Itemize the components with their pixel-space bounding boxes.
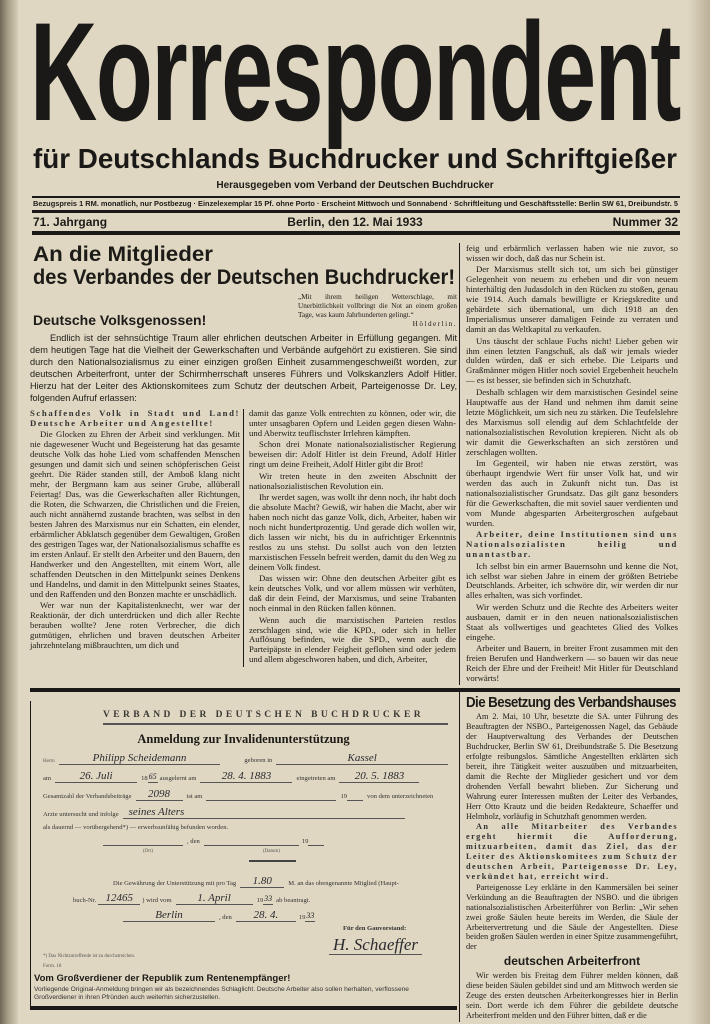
masthead-subtitle: für Deutschlands Buchdrucker und Schriftgießer <box>33 143 677 174</box>
field-birthdate: 26. Juli <box>55 771 137 783</box>
besetzung-headline-text: Die Besetzung des Verbandshauses <box>466 695 676 712</box>
intro-paragraph: Endlich ist der sehnsüchtige Traum aller ehrlichen deutschen Arbeiter in Erfüllung gegangen. Mit dem heutigen Tage hat die Vielheit der Gewerkschaften und Verbände aufgehört zu existieren. Sie sind durch den Nationalsozialismus zu einer einzigen großen Einheit zusammengeschweißt worden, zur deutschen Arbeiterfront, unter der Schirmherrschaft unseres Führers und Volkskanzlers Adolf Hitler. Hierzu hat der Leiter des Aktionskomitees zum Schutz der deutschen Arbeit, Parteigenosse Dr. Ley, folgenden Aufruf erlassen: <box>30 333 457 403</box>
field-start-year: 33 <box>264 894 273 904</box>
field-year: 33 <box>306 911 315 921</box>
field-birthplace: Kassel <box>276 753 448 765</box>
form-column <box>30 701 457 1010</box>
divider <box>103 723 448 725</box>
besetzung-headline <box>466 694 678 712</box>
label: am <box>43 775 52 783</box>
paragraph: Im Gegenteil, wir haben nie etwas zerstört, was überhaupt irgendwie Wert für unser Volk hat, und wir werden das auch in Zukunft nicht tun. Das ist nationalsozialistischer Grundsatz. Das gilt ganz besonders für die Gewerkschaften, die mit soviel sauer verdienten und vom Munde abgesparten Arbeitergroschen aufgebaut wurden. <box>466 458 678 528</box>
signature: H. Schaeffer <box>329 935 422 955</box>
paragraph: Schaffendes Volk in Stadt und Land! Deutsche Arbeiter und Angestellte! <box>30 408 240 428</box>
label: 19 <box>301 838 309 846</box>
paragraph: Am 2. Mai, 10 Uhr, besetzte die SA. unter Führung des Beauftragten der NSBO., Parteigenossen Nagel, das Gebäude der Hauptverwaltung des Verbandes der Deutschen Buchdrucker, Berlin SW 61, Dreibundstraße 5. Die Besetzung erfolgte reibungslos. Sämtliche Angestellten erklärten sich bereit, ihre Tätigkeit weiter auszuüben und mitzuarbeiten, damit die Rechte der Mitglieder gesichert und vor dem drohenden Verfall bewahrt blieben. Zur Sicherung und Wahrung eurer Interessen mußten der Leiter des Verbandes, Herr Otto Krautz und die beiden Redakteure, Schaeffer und Helmholz, vorläufig in Schutzhaft genommen werden. <box>466 712 678 821</box>
besetzung-continuation <box>466 971 678 1021</box>
label: ausgelernt am <box>159 775 197 783</box>
lead-columns <box>30 409 457 667</box>
paragraph: feig und erbärmlich verlassen haben wie nie zuvor, so wissen wir doch, daß das nur Schein ist. <box>466 243 678 263</box>
label: Die Gewährung der Unterstützung mit pro Tag <box>113 880 237 888</box>
label: Herrn <box>43 759 55 765</box>
masthead-title: Korrespondent <box>30 0 680 150</box>
label: ) wird vom <box>142 897 172 905</box>
headline-line-1: An die Mitglieder <box>33 242 213 266</box>
label: , den <box>187 838 200 846</box>
label: ist am <box>186 793 203 801</box>
label: (Ort) <box>143 849 153 855</box>
divider <box>32 231 680 235</box>
label: , den <box>219 914 232 922</box>
form-number: Form. 18 <box>43 964 62 970</box>
lead-intro <box>30 332 457 404</box>
paragraph: Wir werden bis Freitag dem Führer melden können, daß diese beiden Säulen gebildet sind und am Mittwoch werden sie Zeuge des ersten deutschen Arbeiterkongresses hier in Berlin sein. Dort werde ich dem Führer die gebildete deutsche Arbeiterfront melden und den Führer bitten, daß er die <box>466 971 678 1020</box>
lead-headline <box>33 243 457 289</box>
page-edge-shadow <box>688 0 710 1024</box>
paragraph: Der Marxismus stellt sich tot, um sich bei günstiger Gelegenheit von neuem zu erheben und dir von neuem hinterhältig den Judasdolch in den Rücken zu stoßen, genau wie 1914. Auch damals bewilligte er Kriegskredite und gebärdete sich übernational, um dich 1918 an den Imperialismus unserer damaligen Feinde zu verraten und damit an das Weltkapital zu verkaufen. <box>466 264 678 335</box>
form-caption-text: Vorliegende Original-Anmeldung bringen wir als bezeichnendes Schlaglicht. Deutsche Arbeiter also sollen herhalten, verflossene Großverdiener in ihren Pfründen auch weiterhin sicherzustellen. <box>34 986 409 1002</box>
paragraph: Deshalb schlagen wir dem marxistischen Gesindel seine Hauptwaffe aus der Hand und nehmen ihm damit seine letzte Möglichkeit, um sich neu zu stärken. Die Teufelslehre des Marxismus soll elendig auf dem Schlachtfelde der nationalsozialistischen Revolution krepieren. Nicht als ob wir damit die Gewerkschaften an sich zerstören und zerschlagen wollten. <box>466 386 678 457</box>
epigraph <box>298 293 457 329</box>
paragraph: Ihr werdet sagen, was wollt ihr denn noch, ihr habt doch die absolute Macht? Gewiß, wir haben die Macht, aber wir haben noch nicht das ganze Volk, dich, Arbeiter, haben wir noch nicht hundertprozentig. Und gerade dich wollen wir, dich lassen wir nicht, bis du in aufrichtiger Erkenntnis restlos zu uns stehst. Du sollst auch von den letzten marxistischen Fesseln befreit werden, damit du den Weg zu deinem Volk findest. <box>249 492 456 572</box>
paragraph: Wenn auch die marxistischen Parteien restlos zerschlagen sind, wie die KPD., oder sich in heller Auflösung befinden, wie die SPD., wenn auch die Parteipäpste in elender Feigheit geflohen sind oder jedem und allem abgeschworen haben, und dich, Arbeiter, <box>249 614 456 665</box>
paragraph: Die Glocken zu Ehren der Arbeit sind verklungen. Mit nie dagewesener Wucht und Begeisterung hat das gesamte deutsche Volk das hohe Lied vom schaffenden Menschen gesungen und damit sich und seinen schöpferischen Geist geehrt. Die Räder standen still, der Amboß klang nicht mehr, der Bergmann kam aus seiner Grube, allüberall Feiertag! Das, was die Gewerkschaften aller Richtungen, die Roten, die Schwarzen, die Christlichen und die Freien, auch nicht annähernd zustande brachten, was selbst in den besten Jahren des Marxismus nur ein Schatten, ein elender, erbärmlicher Abklatsch gegenüber dem Gewaltigen, Großen des gestrigen Tages war, der Nationalsozialismus schaffte es im ersten Anlauf. Er stellt den Arbeiter und den Bauern, den Handwerker und den Angestellten, mit einem Wort, alle schaffenden Deutschen in den Mittelpunkt seines Denkens und Handelns, und damit in den Mittelpunkt seines Staates, und den Raffenden und den Bonzen machte er unschädlich. <box>30 429 240 599</box>
field-join-date: 20. 5. 1883 <box>339 771 419 783</box>
dateline: Berlin, den 12. Mai 1933 <box>287 215 423 229</box>
divider <box>32 210 680 213</box>
paragraph: Schon drei Monate nationalsozialistischer Regierung beweisen dir: Adolf Hitler ist dein Freund, Adolf Hitler ringt um deine Freiheit, Adolf Hitler gibt dir Brot! <box>249 439 456 470</box>
article-column-2 <box>243 409 456 667</box>
field-start-date: 1. April <box>176 893 253 905</box>
field-date: 28. 4. <box>236 910 296 922</box>
paragraph: An alle Mitarbeiter des Verbandes ergeht hiermit die Aufforderung, mitzuarbeiten, damit das Ziel, das der Leiter des Aktionskomitees zum Schutz der deutschen Arbeit, Parteigenosse Dr. Ley, verkündet hat, erreicht wird. <box>466 822 678 881</box>
epigraph-author: Hölderlin. <box>412 320 457 328</box>
lead-section <box>30 243 680 685</box>
volume: 71. Jahrgang <box>33 215 108 229</box>
issue-number: Nummer 32 <box>612 215 678 229</box>
label: 18 <box>141 775 148 783</box>
paragraph: Arbeiter, deine Institutionen sind uns Nationalsozialisten heilig und unantastbar. <box>466 529 678 560</box>
label: ab beantragt. <box>276 897 311 905</box>
field-ledger-number: 12465 <box>98 893 140 905</box>
divider <box>30 1006 457 1010</box>
article-column-3 <box>459 243 678 685</box>
label: 19 <box>256 897 264 905</box>
footnote: *) Das Nichtzutreffende ist zu durchstreichen. <box>43 954 136 960</box>
field-name: Philipp Scheidemann <box>59 753 221 765</box>
label: 19 <box>340 793 348 801</box>
paragraph: Das wissen wir: Ohne den deutschen Arbeiter gibt es kein deutsches Volk, und vor allem müssen wir verhüten, daß dir dein Feind, der Marxismus, und seine Trabanten noch einmal in den Rücken fallen können. <box>249 573 456 614</box>
invalid-support-form <box>30 701 456 1006</box>
subhead-row <box>30 293 457 329</box>
label: Gesamtzahl der Verbandsbeiträge <box>43 793 132 801</box>
info-line: Bezugspreis 1 RM. monatlich, nur Postbezug · Einzelexemplar 15 Pf. ohne Porto · Erscheint Mittwoch und Sonnabend · Schriftleitung und Geschäftsstelle: Berlin SW 61, Dreibundstr. 5 <box>33 199 678 208</box>
label: 19 <box>298 914 306 922</box>
label: geboren in <box>244 757 273 765</box>
paragraph: Wir treten heute in den zweiten Abschnitt der nationalsozialistischen Revolution ein. <box>249 470 456 491</box>
form-org: VERBAND DER DEUTSCHEN BUCHDRUCKER <box>103 710 424 721</box>
page-body <box>30 243 680 1022</box>
form-caption-title: Vom Großverdiener der Republik zum Rentenempfänger! <box>34 973 291 985</box>
label: von dem unterzeichneten <box>367 793 434 801</box>
paragraph: Wer war nun der Kapitalistenknecht, wer war der Reaktionär, der dich unterdrücken und dich aller Rechte berauben wollte? Jene roten Verbrecher, die dich gutmütigen, ehrlichen und braven deutschen Arbeiter jahrzehntelang mißbrauchten, um dich und <box>30 600 240 650</box>
field-place: Berlin <box>123 910 215 922</box>
paragraph: Parteigenosse Ley erklärte in den Kammersälen bei seiner Verkündung an die Beauftragten der NSBO. und die übrigen nationalsozialistischen Arbeiterführer von Berlin: „Wir sehen zwei große Säulen heute bereits im Werden, die Säule der Arbeitervertretung und die Säule der Angestellten. Diese beiden großen Säulen werden in einer Spitze zusammengeführt, der <box>466 882 678 952</box>
besetzung-article <box>466 712 678 952</box>
label: Für den Gauvorstand: <box>343 925 407 933</box>
arbeiterfront-subhead: deutschen Arbeiterfront <box>503 954 641 969</box>
paragraph: Uns täuscht der schlaue Fuchs nicht! Lieber geben wir ihm einen letzten Fangschuß, als daß wir jemals wieder dulden würden, daß er sich erhebe. Die Leiparts und Graßmänner mögen Hitler noch soviel Ergebenheit heucheln — es ist besser, sie befinden sich in Schutzhaft. <box>466 335 678 386</box>
paragraph: Ich selbst bin ein armer Bauernsohn und kenne die Not, ich selbst war sieben Jahre in einem der größten Betriebe Deutschlands. Arbeiter, ich schwöre dir, wir werden dir nur alles erhalten, was sich vorfindet. <box>466 560 678 601</box>
label: Arzte untersucht und infolge <box>43 811 119 819</box>
divider <box>249 860 296 862</box>
publisher-line: Herausgegeben vom Verband der Deutschen Buchdrucker <box>216 180 494 191</box>
label: buch-Nr. <box>73 897 97 905</box>
field-daily-amount: 1.80 <box>240 876 284 888</box>
headline-line-2: des Verbandes der Deutschen Buchdrucker! <box>33 265 455 289</box>
lead-left <box>30 243 457 685</box>
besetzung-column <box>459 692 678 1021</box>
label: eingetreten am <box>296 775 336 783</box>
label: als dauernd — vorübergehend*) — erwerbsunfähig befunden worden. <box>43 824 229 832</box>
paragraph: damit das ganze Volk entrechten zu können, oder wir, die unter unsagbaren Opfern und Leiden gegen diesen Wahn- und Aberwitz teuflischster Irrlehren kämpften. <box>249 408 456 438</box>
form-title: Anmeldung zur Invalidenunterstützung <box>137 732 350 747</box>
page-binding-edge <box>0 0 18 1024</box>
field-reason: seines Alters <box>123 807 405 819</box>
paragraph: Arbeiter und Bauern, in breiter Front zusammen mit den freien Berufen und Handwerkern — so bauen wir das neue Reich der Ehre und der Freiheit! Mit Hitler für Deutschland vorwärts! <box>466 643 678 684</box>
label: (Datum) <box>263 849 280 855</box>
epigraph-text: „Mit ihrem heiligen Wetterschlage, mit Unerbittlichkeit vollbringt die Not an einem großen Tage, was kaum Jahrhunderten gelingt.“ <box>298 293 457 319</box>
field-apprenticeship-date: 28. 4. 1883 <box>200 771 292 783</box>
paragraph: Wir werden Schutz und die Rechte des Arbeiters weiter ausbauen, damit er in den neuen nationalsozialistischen Staat als vollwertiges und geachtetes Glied des Volkes eingehe. <box>466 601 678 642</box>
field-birthyear: 65 <box>148 772 157 782</box>
lead-subhead: Deutsche Volksgenossen! <box>33 312 207 328</box>
field-contributions: 2098 <box>136 789 183 801</box>
lower-section <box>30 695 680 1021</box>
article-column-1 <box>30 409 240 667</box>
divider <box>32 196 680 198</box>
label: M. an das obengenannte Mitglied (Haupt- <box>288 880 399 888</box>
